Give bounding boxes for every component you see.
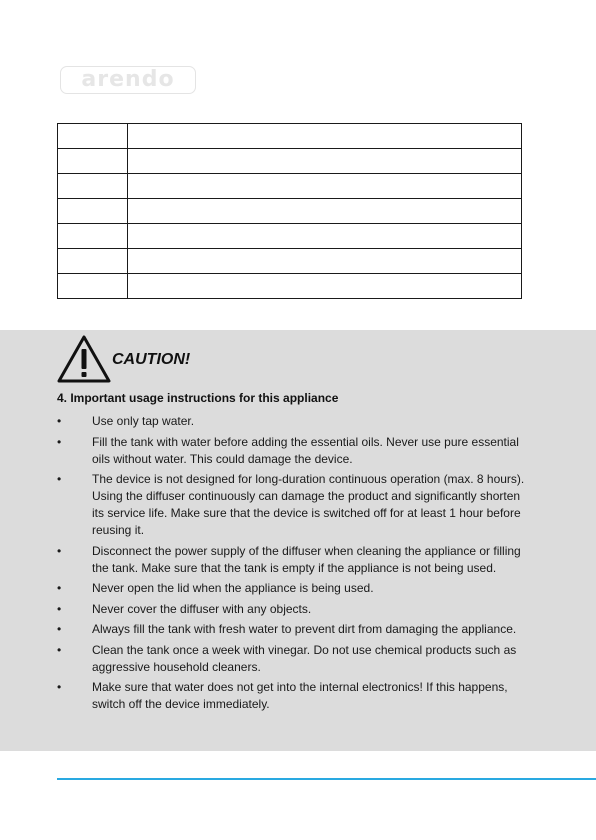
arendo-logo: arendo [60, 66, 196, 94]
table-cell [128, 274, 522, 299]
instruction-text: Never open the lid when the appliance is being used. [92, 581, 374, 595]
table-row [58, 124, 522, 149]
list-item [57, 580, 527, 597]
instruction-text: The device is not designed for long-duration continuous operation (max. 8 hours). Using the diffuser continuously can damage the product and significantly shorten its service life. Make sure that the device is switched off for at least 1 hour before reusing it. [92, 472, 525, 537]
table-cell [58, 199, 128, 224]
bullet-icon: • [57, 680, 62, 694]
instruction-text: Disconnect the power supply of the diffuser when cleaning the appliance or filling the tank. Make sure that the tank is empty if the appliance is not being used. [92, 543, 521, 575]
table-cell [58, 149, 128, 174]
list-item [57, 642, 527, 676]
table-cell [128, 224, 522, 249]
table-row [58, 149, 522, 174]
table-cell [58, 274, 128, 299]
bullet-icon: • [57, 642, 62, 657]
table-row [58, 274, 522, 299]
table-cell [128, 174, 522, 199]
table-cell [128, 124, 522, 149]
instruction-text: Use only tap water. [92, 414, 195, 428]
instruction-text: Clean the tank once a week with vinegar. Do not use chemical products such as aggressive household cleaners. [92, 642, 517, 674]
table-cell [128, 199, 522, 224]
table-row [58, 199, 522, 224]
table-cell [58, 124, 128, 149]
footer-divider [57, 778, 596, 780]
bullet-icon: • [57, 434, 62, 449]
instruction-list [57, 413, 527, 717]
list-item [57, 601, 527, 618]
table-cell [58, 174, 128, 199]
instruction-text: Fill the tank with water before adding the essential oils. Never use pure essential oils without water. This could damage the device. [92, 434, 519, 466]
table-cell [128, 249, 522, 274]
caution-title: CAUTION! [112, 351, 191, 368]
list-item [57, 621, 527, 638]
list-item [57, 543, 527, 577]
instruction-text: Always fill the tank with fresh water to prevent dirt from damaging the appliance. [92, 622, 517, 636]
table-row [58, 174, 522, 199]
bullet-icon: • [57, 414, 62, 428]
list-item [57, 679, 527, 713]
table-cell [128, 149, 522, 174]
table-cell [58, 224, 128, 249]
list-item [57, 413, 527, 430]
section-heading: 4. Important usage instructions for this appliance [57, 391, 339, 405]
spec-table [57, 123, 522, 299]
table-row [58, 224, 522, 249]
bullet-icon: • [57, 622, 62, 636]
bullet-icon: • [57, 472, 62, 486]
warning-triangle-icon [56, 334, 112, 384]
bullet-icon: • [57, 543, 62, 558]
instruction-text: Never cover the diffuser with any objects. [92, 601, 312, 616]
instruction-text: Make sure that water does not get into the internal electronics! If this happens, switch off the device immediately. [92, 680, 508, 711]
bullet-icon: • [57, 601, 62, 616]
list-item [57, 471, 527, 539]
table-row [58, 249, 522, 274]
list-item [57, 434, 527, 468]
table-cell [58, 249, 128, 274]
bullet-icon: • [57, 581, 62, 595]
